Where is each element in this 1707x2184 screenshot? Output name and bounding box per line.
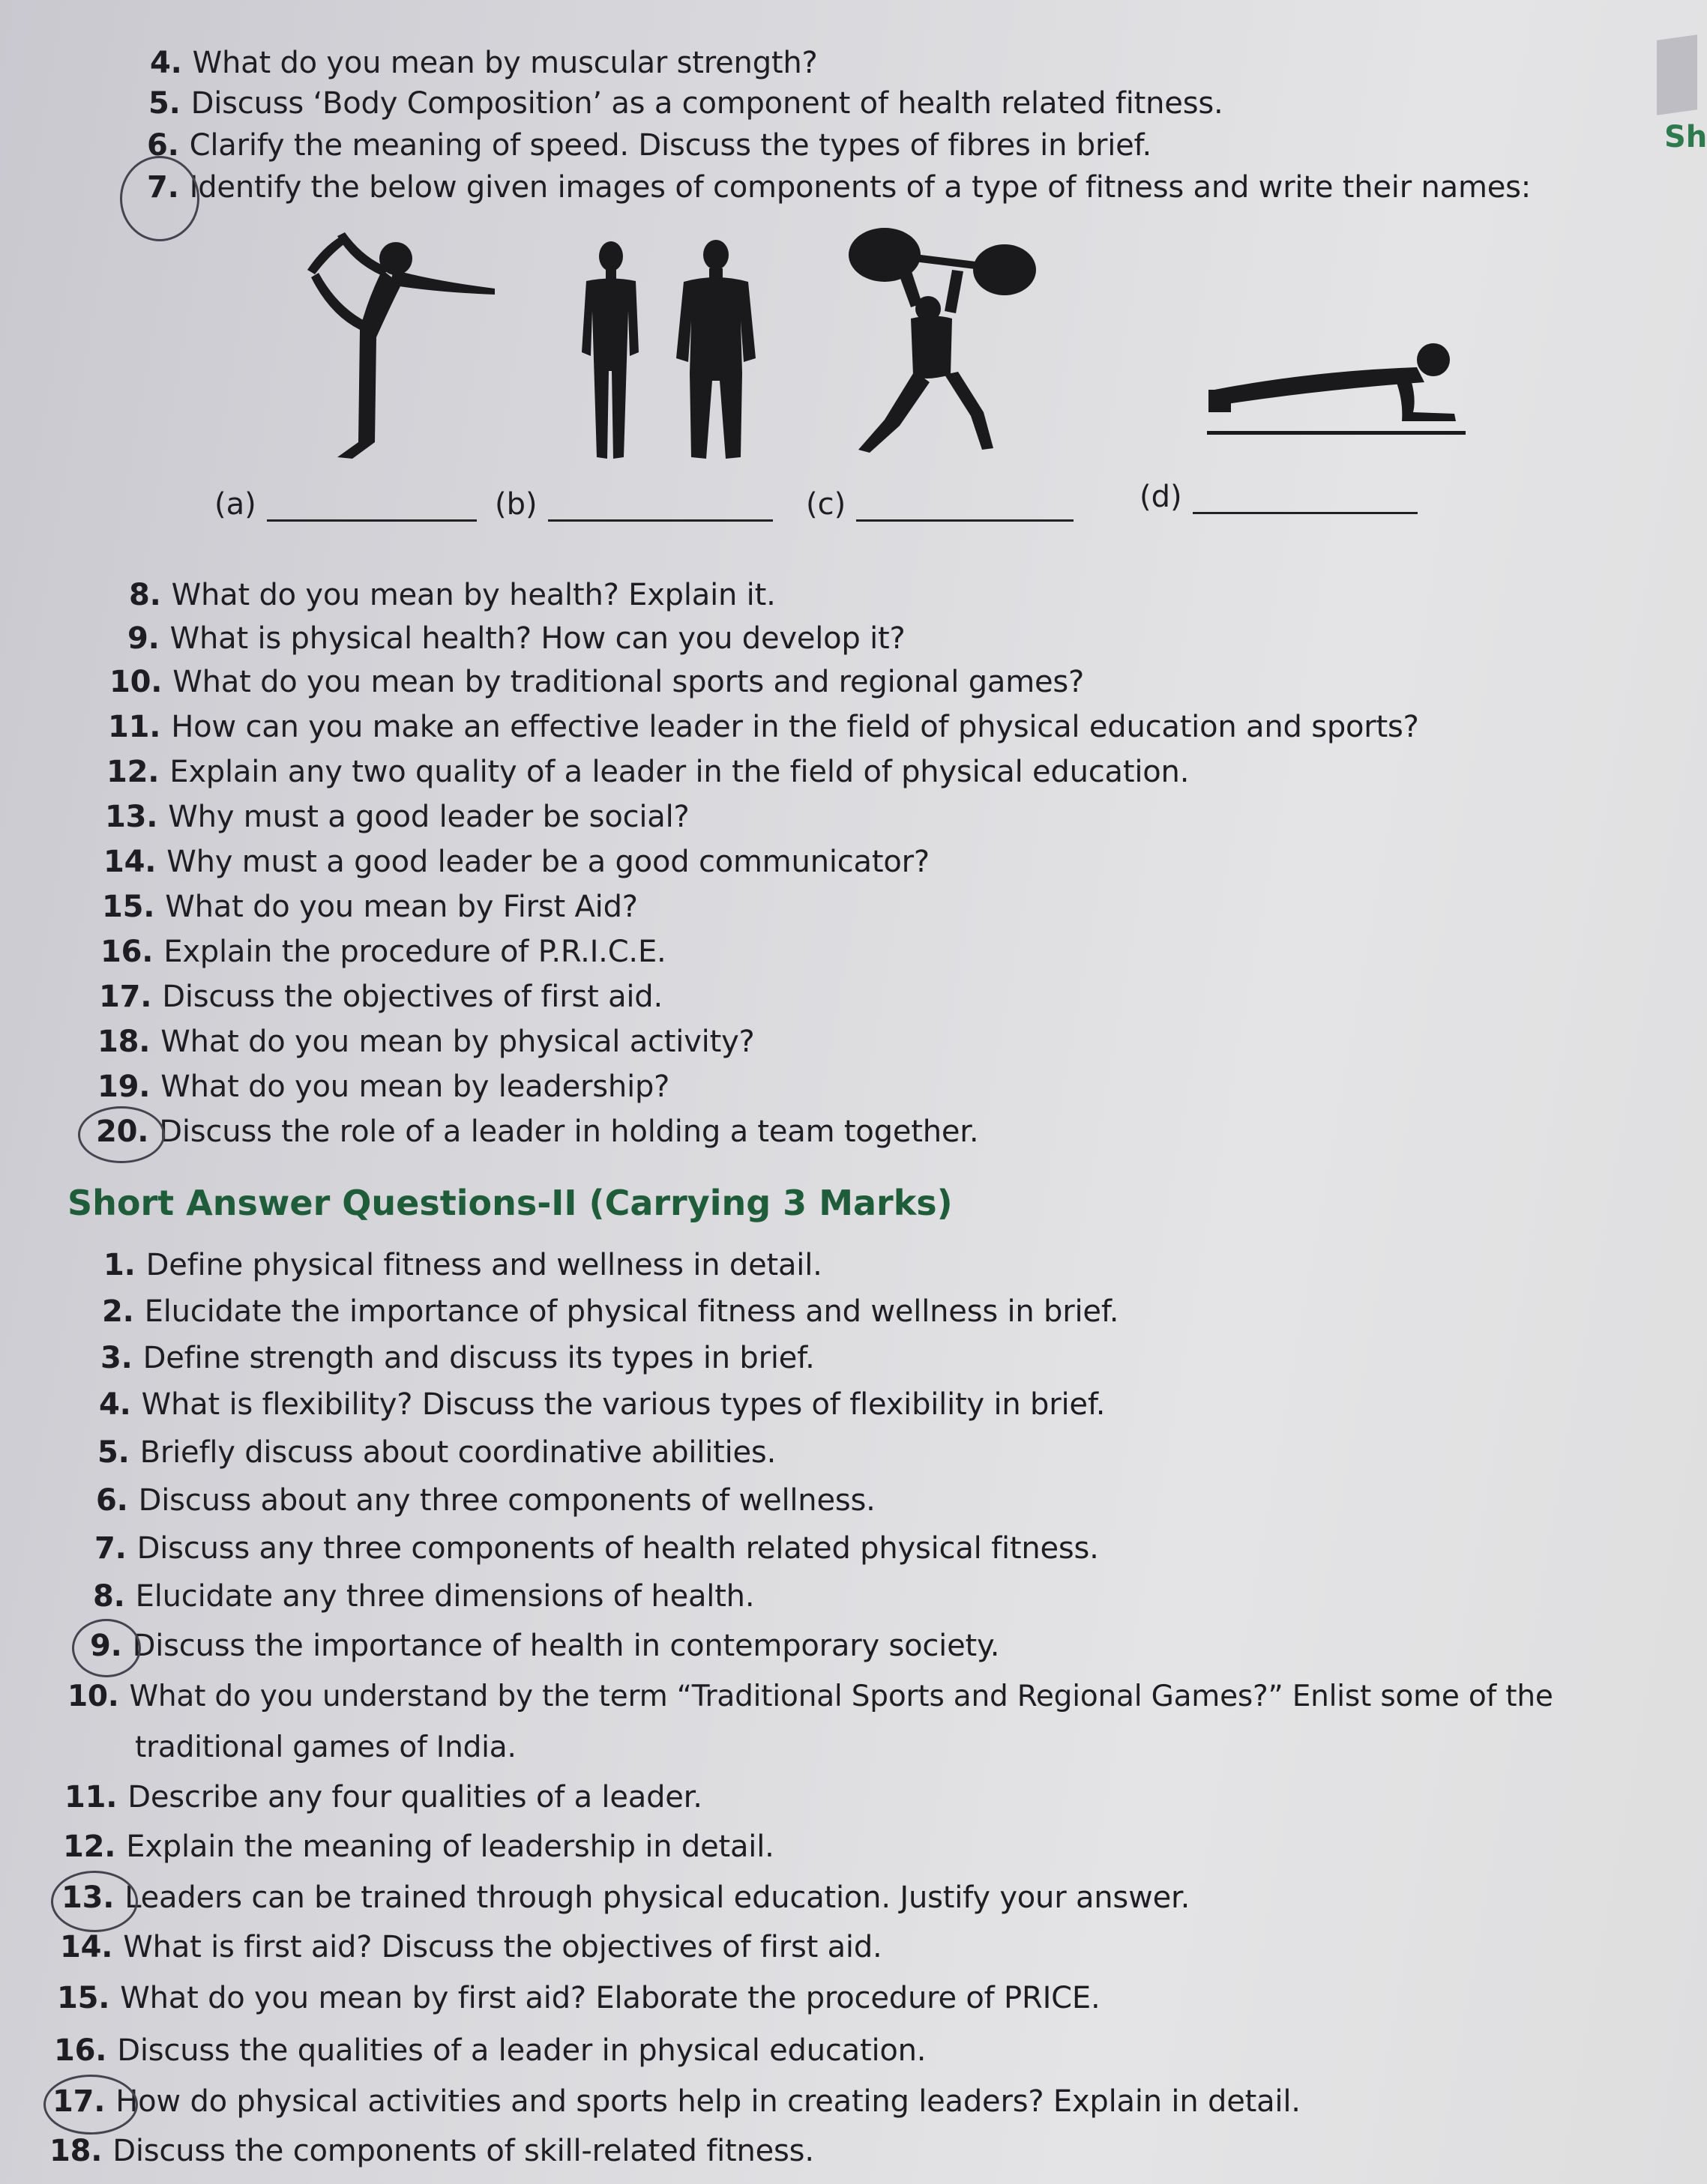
question-number: 11. [64, 1780, 118, 1815]
sa2-question-15 [57, 1980, 1101, 2016]
next-page-edge [1657, 34, 1697, 115]
question-number: 11. [108, 710, 161, 744]
question-text: Why must a good leader be a good communicator? [166, 845, 930, 879]
question-15 [102, 889, 638, 925]
question-5 [148, 85, 1223, 121]
question-number: 6. [96, 1483, 128, 1518]
question-text: What do you mean by physical activity? [160, 1025, 755, 1059]
question-4 [150, 45, 818, 81]
question-text-continued: traditional games of India. [135, 1731, 517, 1764]
image-label-b [495, 487, 773, 522]
question-text: Define strength and discuss its types in brief. [142, 1341, 815, 1375]
question-16 [100, 934, 666, 970]
question-text: What is first aid? Discuss the objectives of first aid. [123, 1930, 882, 1964]
question-text: Elucidate any three dimensions of health. [135, 1579, 755, 1614]
sa2-question-6 [96, 1482, 876, 1518]
question-number: 12. [106, 755, 160, 789]
question-text: Explain the procedure of P.R.I.C.E. [163, 935, 666, 969]
question-number: 6. [147, 128, 179, 163]
strength-weightlifter-figure [840, 225, 1042, 457]
image-label-d [1139, 480, 1418, 514]
question-text: Describe any four qualities of a leader. [127, 1780, 702, 1815]
question-text: How do physical activities and sports help in creating leaders? Explain in detail. [115, 2084, 1301, 2119]
section-heading: Short Answer Questions-II (Carrying 3 Marks) [67, 1183, 953, 1223]
question-text: What do you mean by First Aid? [165, 890, 638, 924]
question-17 [99, 979, 663, 1015]
endurance-plank-figure [1199, 330, 1469, 442]
sa2-question-14 [60, 1929, 882, 1965]
answer-blank-c[interactable] [856, 519, 1074, 522]
question-text: Discuss the role of a leader in holding a team together. [159, 1114, 979, 1149]
question-number: 9. [90, 1629, 122, 1663]
label-c-text: (c) [806, 487, 846, 522]
question-text: Discuss the objectives of first aid. [162, 980, 663, 1014]
question-10 [109, 664, 1084, 700]
image-label-a [214, 487, 477, 522]
question-text: What is physical health? How can you develop it? [169, 621, 906, 656]
question-20 [96, 1114, 978, 1150]
sa2-question-5 [97, 1435, 776, 1470]
question-number: 15. [57, 1981, 110, 2015]
question-number: 18. [97, 1025, 151, 1059]
question-text: Leaders can be trained through physical education. Justify your answer. [124, 1880, 1190, 1915]
body-composition-heavy-figure [667, 238, 765, 463]
answer-blank-d[interactable] [1193, 512, 1418, 514]
question-text: What do you mean by leadership? [160, 1070, 670, 1104]
question-text: Identify the below given images of components of a type of fitness and write their names: [189, 170, 1532, 205]
question-text: Discuss the components of skill-related fitness. [112, 2134, 814, 2168]
image-label-c [806, 487, 1074, 522]
sa2-question-1 [103, 1247, 822, 1283]
question-text: Explain any two quality of a leader in the field of physical education. [169, 755, 1190, 789]
question-13 [105, 799, 690, 835]
sa2-question-4 [99, 1387, 1105, 1423]
label-d-text: (d) [1139, 480, 1182, 514]
answer-blank-a[interactable] [267, 519, 477, 522]
question-text: How can you make an effective leader in the field of physical education and sports? [171, 710, 1419, 744]
question-number: 14. [60, 1930, 113, 1964]
question-11 [108, 709, 1419, 745]
margin-text: Sh [1664, 120, 1707, 154]
sa2-question-2 [102, 1294, 1119, 1330]
sa2-question-3 [100, 1340, 815, 1376]
question-text: Discuss ‘Body Composition’ as a component of health related fitness. [190, 86, 1223, 121]
question-12 [106, 754, 1189, 790]
question-text: What do you mean by health? Explain it. [171, 578, 776, 612]
question-number: 12. [63, 1829, 116, 1864]
body-composition-slim-figure [555, 240, 667, 465]
sa2-question-16 [54, 2033, 926, 2069]
question-14 [103, 844, 930, 880]
sa2-question-17 [52, 2084, 1301, 2120]
question-text: Discuss the importance of health in contemporary society. [132, 1629, 1000, 1663]
question-6 [147, 127, 1151, 163]
question-text: Why must a good leader be social? [168, 800, 690, 834]
question-text: Clarify the meaning of speed. Discuss the types of fibres in brief. [189, 128, 1151, 163]
question-7 [147, 169, 1531, 205]
question-number: 13. [105, 800, 158, 834]
question-number: 7. [94, 1531, 127, 1566]
label-b-text: (b) [495, 487, 538, 522]
question-text: Discuss about any three components of wellness. [138, 1483, 876, 1518]
question-text: What do you mean by muscular strength? [192, 46, 818, 80]
question-text: Discuss the qualities of a leader in physical education. [117, 2033, 927, 2068]
question-number: 13. [61, 1880, 115, 1915]
question-number: 1. [103, 1248, 136, 1282]
sa2-question-7 [94, 1530, 1099, 1566]
question-number: 9. [127, 621, 160, 656]
question-number: 16. [54, 2033, 107, 2068]
question-text: What do you mean by first aid? Elaborate the procedure of PRICE. [120, 1981, 1101, 2015]
question-text: Explain the meaning of leadership in detail. [126, 1829, 774, 1864]
question-number: 18. [49, 2134, 103, 2168]
question-number: 16. [100, 935, 154, 969]
question-number: 15. [102, 890, 155, 924]
question-number: 14. [103, 845, 157, 879]
question-text: What do you mean by traditional sports and regional games? [172, 665, 1085, 699]
question-text: Discuss any three components of health related physical fitness. [136, 1531, 1099, 1566]
question-8 [129, 577, 776, 613]
question-number: 8. [93, 1579, 125, 1614]
sa2-question-11 [64, 1779, 702, 1815]
sa2-question-18 [49, 2133, 814, 2169]
question-text: Define physical fitness and wellness in detail. [145, 1248, 822, 1282]
sa2-question-13 [61, 1880, 1190, 1916]
question-number: 19. [97, 1070, 151, 1104]
sa2-question-12 [63, 1829, 774, 1865]
question-number: 2. [102, 1294, 134, 1329]
question-text: What do you understand by the term “Traditional Sports and Regional Games?” Enlist some of the [129, 1680, 1553, 1713]
question-9 [127, 621, 906, 657]
question-number: 4. [150, 46, 182, 80]
question-number: 5. [97, 1435, 130, 1470]
flexibility-yoga-figure [270, 217, 502, 465]
question-number: 17. [99, 980, 152, 1014]
question-number: 7. [147, 170, 179, 205]
question-number: 3. [100, 1341, 133, 1375]
question-number: 5. [148, 86, 181, 121]
question-18 [97, 1024, 755, 1060]
question-number: 10. [67, 1680, 119, 1713]
sa2-question-8 [93, 1578, 754, 1614]
question-text: What is flexibility? Discuss the various types of flexibility in brief. [141, 1387, 1106, 1422]
answer-blank-b[interactable] [548, 519, 773, 522]
question-number: 8. [129, 578, 161, 612]
question-text: Briefly discuss about coordinative abilities. [139, 1435, 777, 1470]
sa2-question-10 [67, 1679, 1553, 1766]
question-19 [97, 1069, 669, 1105]
label-a-text: (a) [214, 487, 256, 522]
question-number: 20. [96, 1114, 149, 1149]
question-number: 10. [109, 665, 163, 699]
sa2-question-9 [90, 1628, 999, 1664]
question-number: 4. [99, 1387, 131, 1422]
question-number: 17. [52, 2084, 106, 2119]
question-text: Elucidate the importance of physical fitness and wellness in brief. [144, 1294, 1119, 1329]
